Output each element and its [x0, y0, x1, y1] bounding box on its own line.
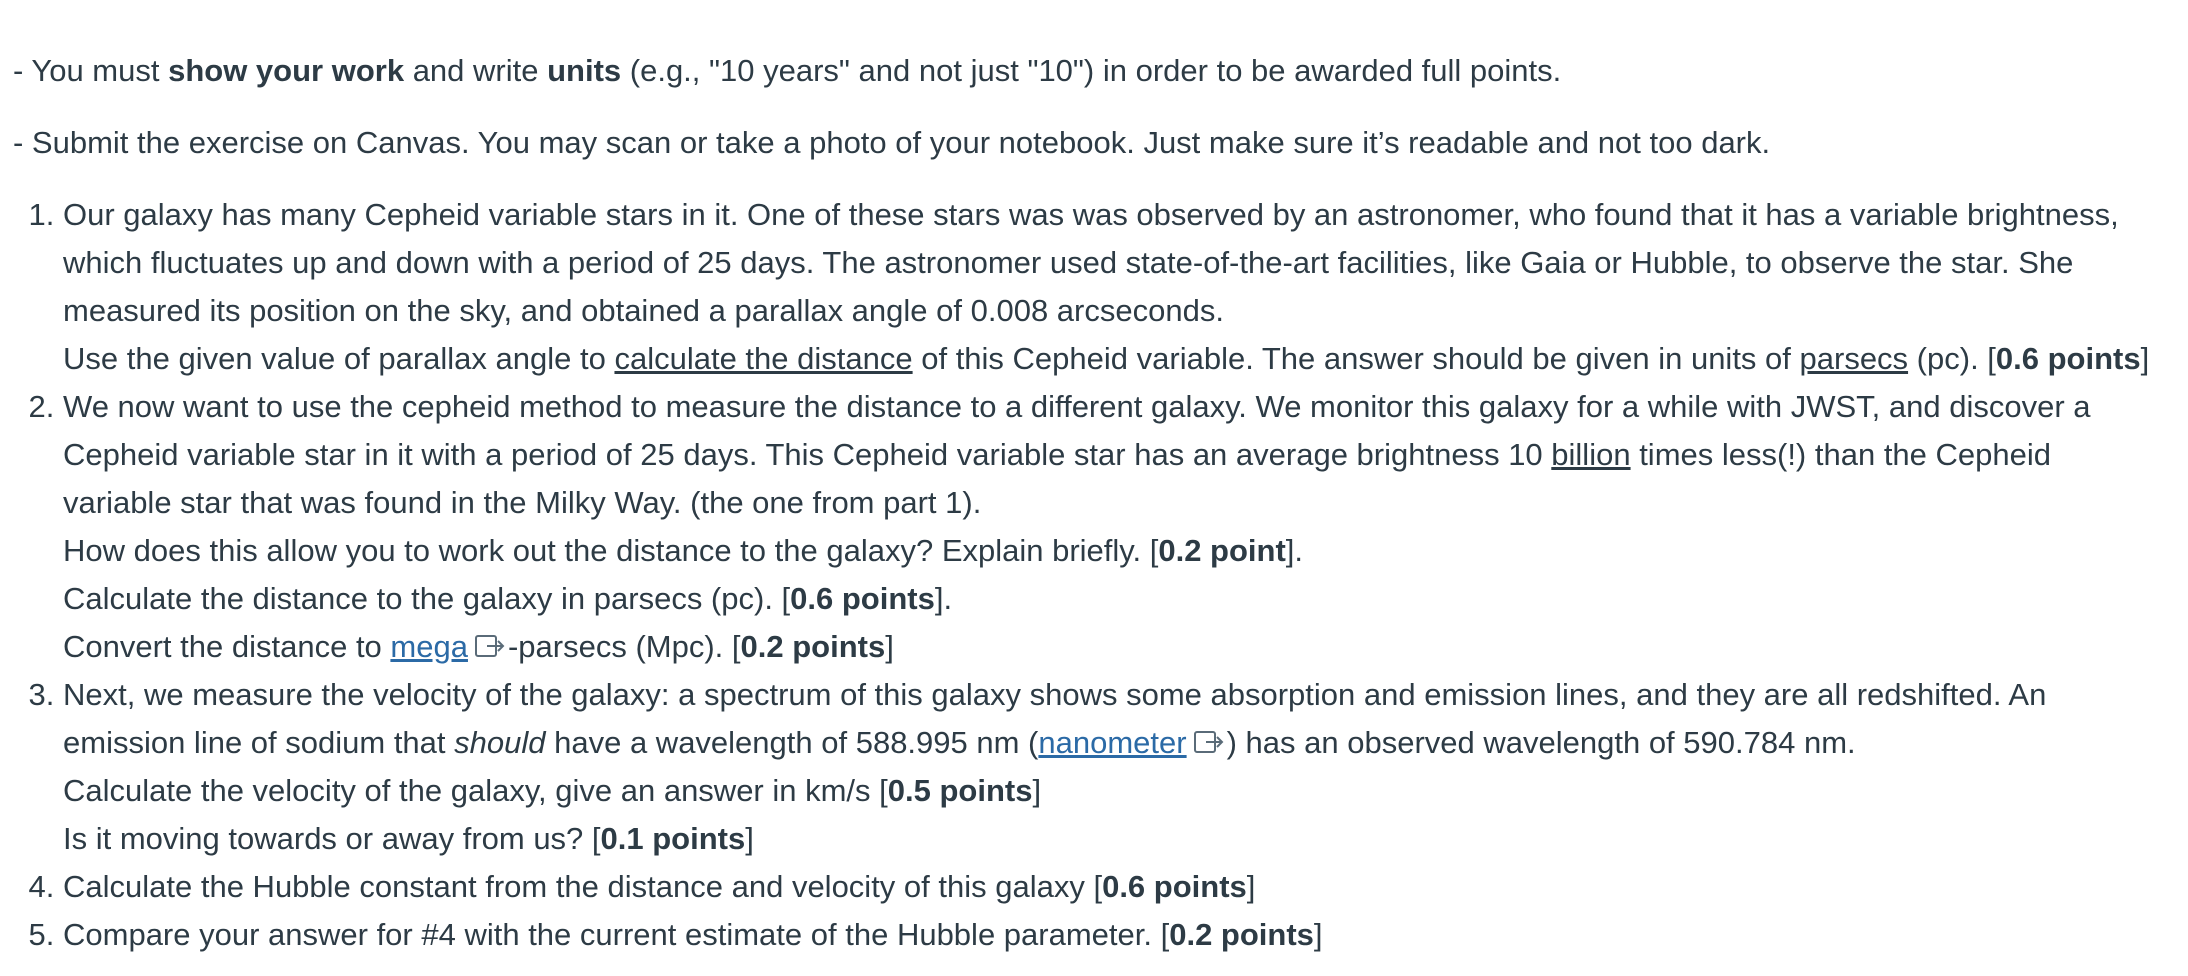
nanometer-link[interactable]: nanometer — [1038, 725, 1187, 760]
note-text: (e.g., "10 years" and not just "10") in order to be awarded full points. — [621, 53, 1562, 88]
question-3 — [63, 671, 2181, 863]
external-link-icon[interactable] — [474, 632, 506, 660]
note-text: - You must — [13, 53, 169, 88]
instruction-show-work — [13, 47, 2181, 95]
question-4 — [63, 863, 2181, 911]
q1-points: 0.6 points — [1995, 341, 2141, 376]
q2-text: times less(!) than the Cepheid — [1630, 437, 2052, 472]
q2-points-convert: 0.2 points — [740, 629, 886, 664]
q3-line-3 — [63, 767, 2181, 815]
q2-line-2 — [63, 431, 2181, 479]
q3-points-velocity: 0.5 points — [887, 773, 1033, 808]
note-text: and write — [404, 53, 548, 88]
q3-line-2 — [63, 719, 2181, 767]
q3-text: Is it moving towards or away from us? [ — [63, 821, 601, 856]
q4-points: 0.6 points — [1102, 869, 1247, 904]
q5-text: Compare your answer for #4 with the current estimate of the Hubble parameter. [ — [63, 917, 1170, 952]
q3-text: emission line of sodium that — [63, 725, 455, 760]
q1-line-2: which fluctuates up and down with a period of 25 days. The astronomer used state-of-the-art facilities, like Gaia or Hubble, to observe the star. She — [63, 245, 2074, 280]
q2-points-explain: 0.2 point — [1158, 533, 1286, 568]
q5-points: 0.2 points — [1169, 917, 1314, 952]
q2-line-3: variable star that was found in the Milky Way. (the one from part 1). — [63, 485, 982, 520]
q2-line-5 — [63, 575, 2181, 623]
q1-text: of this Cepheid variable. The answer should be given in units of — [912, 341, 1800, 376]
q2-text: ] — [885, 629, 894, 664]
q3-line-4 — [63, 815, 2181, 863]
q2-text: -parsecs (Mpc). [ — [507, 629, 741, 664]
q4-text: Calculate the Hubble constant from the distance and velocity of this galaxy [ — [63, 869, 1103, 904]
q4-line-1 — [63, 863, 2181, 911]
q2-line-6 — [63, 623, 2181, 671]
q2-text: Cepheid variable star in it with a period of 25 days. This Cepheid variable star has an average brightness 10 — [63, 437, 1552, 472]
italic-should: should — [454, 725, 546, 760]
q3-text: Calculate the velocity of the galaxy, give an answer in km/s [ — [63, 773, 888, 808]
q1-line-3: measured its position on the sky, and obtained a parallax angle of 0.008 arcseconds. — [63, 293, 1224, 328]
question-5 — [63, 911, 2181, 959]
mega-link[interactable]: mega — [390, 629, 468, 664]
q3-line-1: 3. Next, we measure the velocity of the galaxy: a spectrum of this galaxy shows some absorption and emission lines, and they are all redshifted. An — [63, 677, 2047, 712]
q4-text: ] — [1246, 869, 1256, 904]
q1-text: ] — [2140, 341, 2150, 376]
q3-points-direction: 0.1 points — [600, 821, 746, 856]
q2-text: Calculate the distance to the galaxy in parsecs (pc). [ — [63, 581, 791, 616]
q3-text: ] — [1032, 773, 1042, 808]
q5-line-1 — [63, 911, 2181, 959]
underline-parsecs: parsecs — [1799, 341, 1909, 376]
q1-text: Use the given value of parallax angle to — [63, 341, 615, 376]
q2-text: ]. — [934, 581, 953, 616]
note-bold-units: units — [547, 53, 622, 88]
note-bold-show-work: show your work — [168, 53, 405, 88]
underline-calculate-distance: calculate the distance — [614, 341, 913, 376]
q2-text: Convert the distance to — [63, 629, 391, 664]
question-1 — [63, 191, 2181, 383]
q2-points-distance: 0.6 points — [790, 581, 935, 616]
q2-line-1: 2. We now want to use the cepheid method to measure the distance to a different galaxy. We monitor this galaxy for a while with JWST, and discover a — [63, 389, 2091, 424]
instruction-submit — [13, 119, 2181, 167]
q2-text: ]. — [1285, 533, 1304, 568]
note-text: - Submit the exercise on Canvas. You may scan or take a photo of your notebook. Just make sure it’s readable and not too dark. — [13, 125, 1771, 160]
question-list — [13, 191, 2181, 959]
question-2 — [63, 383, 2181, 671]
q1-line-4 — [63, 335, 2181, 383]
q5-text: ] — [1313, 917, 1323, 952]
q1-line-1: 1. Our galaxy has many Cepheid variable stars in it. One of these stars was was observed by an astronomer, who found that it has a variable brightness, — [63, 197, 2119, 232]
q1-text: (pc). [ — [1908, 341, 1996, 376]
underline-billion: billion — [1551, 437, 1631, 472]
external-link-icon[interactable] — [1193, 728, 1225, 756]
q3-text: have a wavelength of 588.995 nm ( — [545, 725, 1039, 760]
q2-line-4 — [63, 527, 2181, 575]
assignment-content — [13, 47, 2181, 959]
q3-text: ] — [745, 821, 754, 856]
q3-text: ) has an observed wavelength of 590.784 nm. — [1226, 725, 1856, 760]
q2-text: How does this allow you to work out the distance to the galaxy? Explain briefly. [ — [63, 533, 1159, 568]
